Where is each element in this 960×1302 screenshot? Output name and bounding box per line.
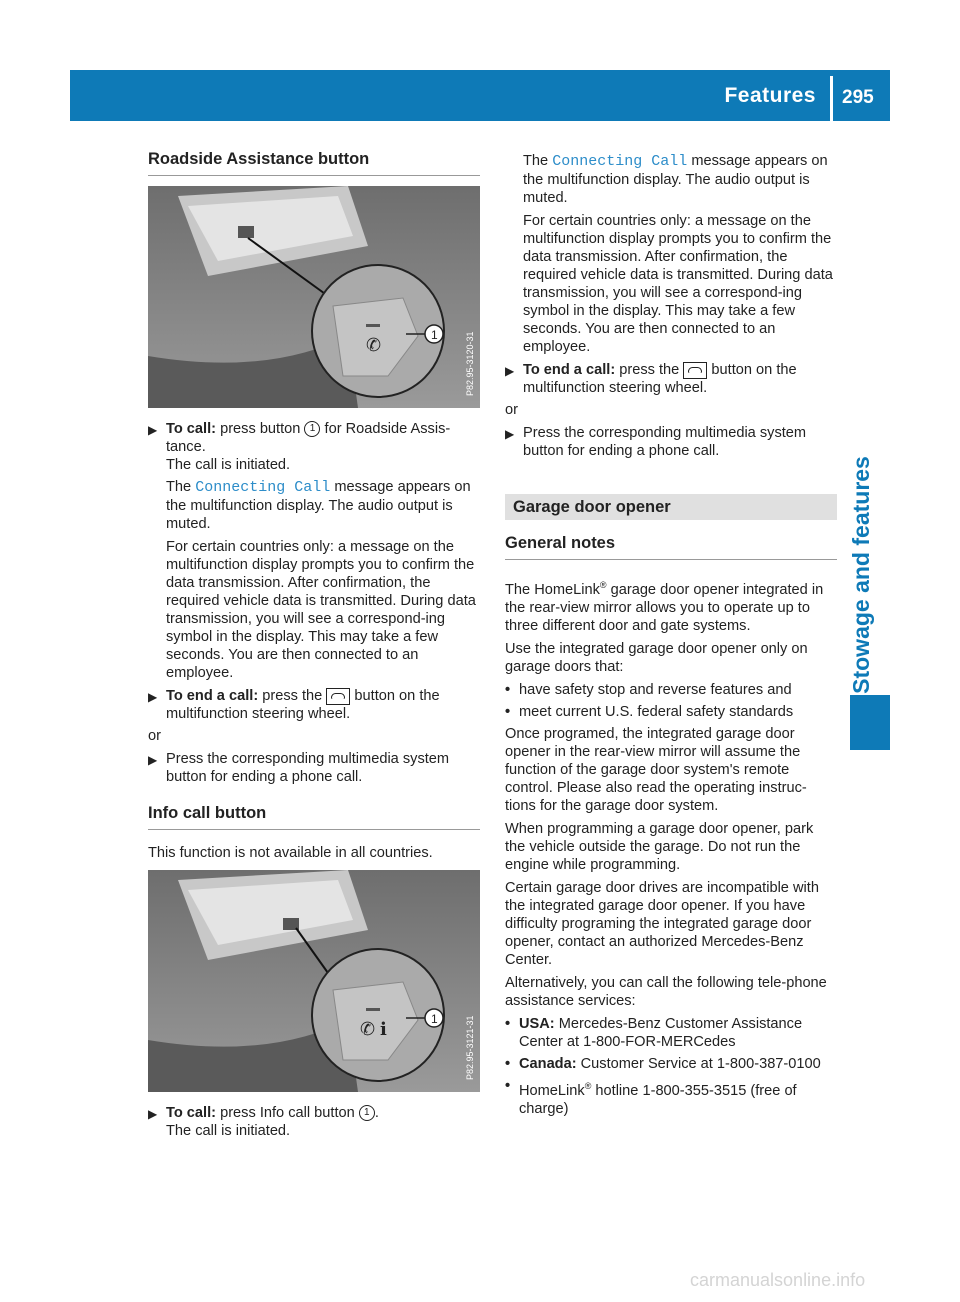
- garage-bullet-1: • have safety stop and reverse features and: [505, 681, 792, 698]
- garage-banner-title: Garage door opener: [513, 498, 671, 516]
- garage-banner: [505, 494, 837, 520]
- right-step-end: ▶ To end a call: press the button on the multifunction steering wheel.: [505, 362, 797, 396]
- info-photo: [148, 870, 480, 1092]
- hang-up-icon: [326, 688, 350, 705]
- step-arrow-icon: ▶: [148, 753, 158, 767]
- roadside-heading: [148, 150, 480, 176]
- service-homelink: • HomeLink® hotline 1-800-355-3515 (free of charge): [505, 1077, 797, 1117]
- garage-p5: Certain garage door drives are incompatible with the integrated garage door opener. If you have difficulty programing the integrated garage door opener, contact an authorized Mercedes-Benz Center.: [505, 879, 819, 968]
- right-step-alt: ▶ Press the corresponding multimedia system button for ending a phone call.: [505, 425, 807, 459]
- info-step-call: ▶ To call: press Info call button 1 . The call is initiated.: [148, 1105, 379, 1139]
- side-tab-label: Stowage and features: [848, 456, 874, 694]
- garage-p2: Use the integrated garage door opener only on garage doors that:: [505, 640, 808, 675]
- general-notes-heading: [505, 534, 837, 560]
- roadside-callout: 1: [431, 328, 438, 342]
- step-arrow-icon: ▶: [148, 690, 158, 704]
- roadside-photo: [148, 186, 480, 408]
- roadside-msg: The Connecting Call message appears on the multifunction display. The audio output is muted.: [166, 479, 471, 532]
- step-arrow-icon: ▶: [505, 427, 515, 441]
- roadside-title: Roadside Assistance button: [148, 150, 370, 168]
- roadside-step-alt: ▶ Press the corresponding multimedia system button for ending a phone call.: [148, 751, 450, 785]
- step-arrow-icon: ▶: [505, 364, 515, 378]
- svg-text:i: i: [380, 1019, 387, 1040]
- header-separator: [830, 76, 833, 121]
- svg-text:✆: ✆: [366, 335, 382, 356]
- page-number: 295: [842, 87, 874, 108]
- garage-p3: Once programed, the integrated garage door opener in the rear-view mirror will assume the function of the garage door system's remote control. Please also read the operating instruc-tions for the garage door system.: [505, 725, 807, 814]
- right-countries: For certain countries only: a message on the multifunction display prompts you to confirm the data transmission. After confirmation, the required vehicle data is transmitted. During data transmission, you will see a correspond-ing symbol in the display. This may take a few seconds. You are then connected to an employee.: [523, 213, 833, 355]
- info-illustration: [148, 870, 480, 1092]
- roadside-or: or: [148, 728, 161, 744]
- service-usa: • USA: Mercedes-Benz Customer Assistance Center at 1-800-FOR-MERCedes: [505, 1015, 803, 1050]
- roadside-photo-code: P82.95-3120-31: [465, 331, 475, 396]
- roadside-step-call: ▶ To call: press button 1 for Roadside Assis-tance. The call is initiated.: [148, 421, 451, 473]
- step-arrow-icon: ▶: [148, 423, 158, 437]
- roadside-countries: For certain countries only: a message on the multifunction display prompts you to confirm the data transmission. After confirmation, the required vehicle data is transmitted. During data transmission, you will see a correspond-ing symbol in the display. This may take a few seconds. You are then connected to an employee.: [166, 539, 476, 681]
- hang-up-icon: [683, 362, 707, 379]
- garage-p4: When programming a garage door opener, park the vehicle outside the garage. Do not run the engine while programming.: [505, 820, 814, 873]
- garage-p1: The HomeLink® garage door opener integrated in the rear-view mirror allows you to operate up to three different door and gate systems.: [505, 580, 824, 634]
- info-callout: 1: [431, 1012, 438, 1026]
- svg-text:✆: ✆: [360, 1019, 376, 1040]
- roadside-step-end: ▶ To end a call: press the button on the multifunction steering wheel.: [148, 688, 440, 722]
- callout-1-icon: 1: [359, 1105, 375, 1121]
- garage-bullet-2: • meet current U.S. federal safety standards: [505, 703, 794, 720]
- watermark: carmanualsonline.info: [690, 1270, 866, 1290]
- side-tab: [848, 445, 892, 705]
- info-heading: [148, 804, 480, 830]
- page-header: [70, 70, 890, 121]
- general-notes-title: General notes: [505, 534, 616, 552]
- info-photo-code: P82.95-3121-31: [465, 1015, 475, 1080]
- service-canada: • Canada: Customer Service at 1-800-387-0100: [505, 1055, 821, 1072]
- info-intro: This function is not available in all countries.: [148, 845, 433, 861]
- right-msg: The Connecting Call message appears on the multifunction display. The audio output is muted.: [523, 153, 828, 206]
- section-title: Features: [724, 84, 816, 107]
- info-title: Info call button: [148, 804, 267, 822]
- step-arrow-icon: ▶: [148, 1107, 158, 1121]
- right-column: [505, 152, 837, 1122]
- side-tab-marker: [850, 695, 890, 750]
- garage-p6: Alternatively, you can call the following tele-phone assistance services:: [505, 974, 827, 1009]
- callout-1-icon: 1: [304, 421, 320, 437]
- right-or: or: [505, 402, 518, 418]
- roadside-illustration: [148, 186, 480, 408]
- left-column: [148, 150, 480, 1144]
